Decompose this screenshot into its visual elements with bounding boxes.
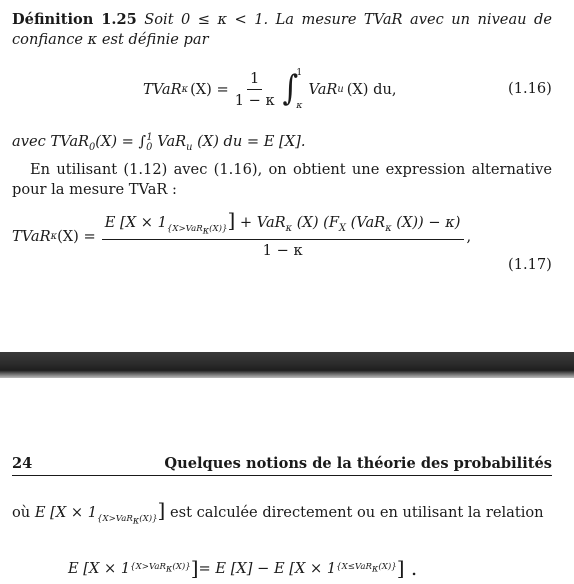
paragraph-alternative: En utilisant (1.12) avec (1.16), on obtient une expression alternative pour la mesure TVaR : [12,161,552,198]
fraction: $\frac{1}{1 - \kappa}$ [234,69,275,109]
equation-1-17: TVaR κ (X) = $\frac{E [X \times 1_{\{X>VaR_\kappa(X)\}}] + VaR_\kappa (X) (F_X (VaR_\kappa (X)) - \kappa)}{1 - \kappa}$ , [12,208,472,259]
page-bottom [0,378,574,584]
definition-paragraph [12,10,552,50]
equation-number-1-17: (1.17) [508,256,552,273]
integral-sign: ∫ 1 κ [282,67,303,111]
page-header [12,455,552,476]
definition-text: Soit 0 ≤ κ < 1. La mesure TVaR avec un niveau de confiance κ est définie par [12,11,552,48]
fraction-1-17: $\frac{E [X \times 1_{\{X>VaR_\kappa(X)\}}] + VaR_\kappa (X) (F_X (VaR_\kappa (X)) - \kappa)}{1 - \kappa}$ [102,213,464,259]
chapter-title: Quelques notions de la théorie des probabilités [164,455,552,472]
avec-line: avec TVaR$_0$(X) = $\int_0^1$ VaR$_u$ (X) du = E [X]. [12,132,306,153]
page-gap [0,352,574,378]
paragraph-computation: où E $[X \times 1_{\{X>VaR_\kappa(X)\}}]$ est calculée directement ou en utilisant la relation [12,498,544,527]
page-number: 24 [12,455,33,472]
equation-relation: E [X × 1 {X>VaR$_\kappa$(X)} ] = E [X] − E [X × 1 {X≤VaR$_\kappa$(X)} ] . [68,556,418,580]
definition-label: Définition 1.25 [12,11,137,28]
equation-number-1-16: (1.16) [508,80,552,97]
equation-1-16: TVaR κ (X) = $\frac{1}{1 - \kappa}$ ∫ 1 κ VaR u (X) du, [143,67,397,111]
